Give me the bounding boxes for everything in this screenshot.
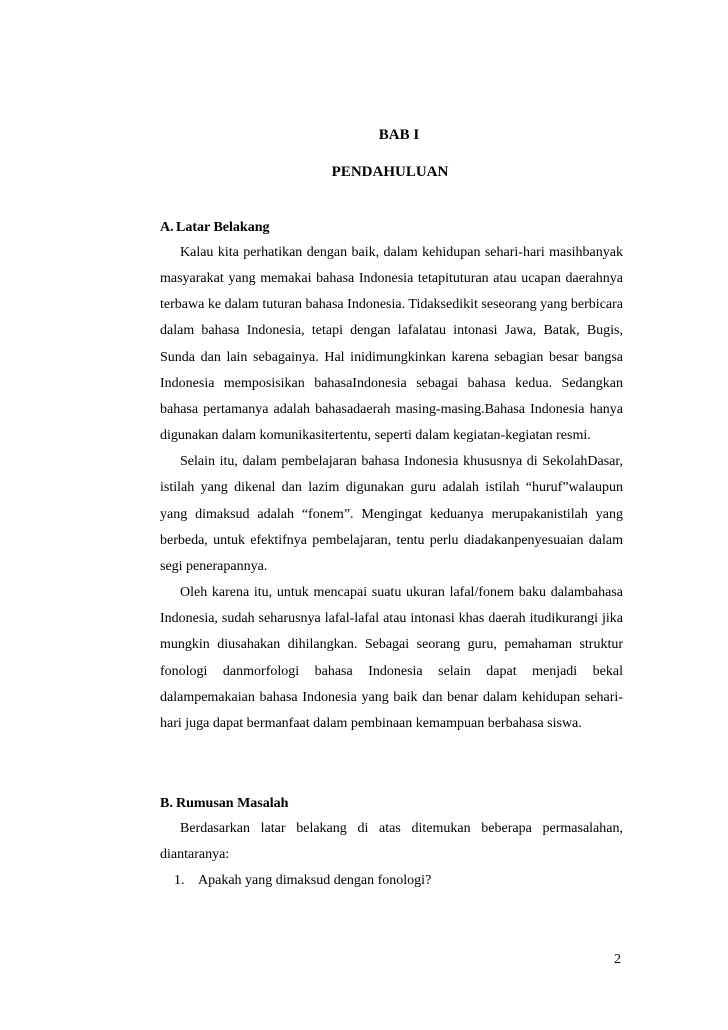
chapter-title: PENDAHULUAN	[331, 164, 449, 180]
paragraph: Oleh karena itu, untuk mencapai suatu ukuran lafal/fonem baku dalambahasa Indonesia, sudah seharusnya lafal-lafal atau intonasi khas daerah itudikurangi jika mungkin diusahakan dihilangkan. Sebagai seorang guru, pemahaman struktur fonologi danmorfologi bahasa Indonesia selain dapat menjadi bekal dalampemakaian bahasa Indonesia yang baik dan benar dalam kehidupan sehari-hari juga dapat bermanfaat dalam pembinaan kemampuan berbahasa siswa.	[160, 585, 623, 731]
paragraph: Kalau kita perhatikan dengan baik, dalam kehidupan sehari-hari masihbanyak masyarakat yang memakai bahasa Indonesia tetapituturan atau ucapan daerahnya terbawa ke dalam tuturan bahasa Indonesia. Tidaksedikit seseorang yang berbicara dalam bahasa Indonesia, tetapi dengan lafalatau intonasi Jawa, Batak, Bugis, Sunda dan lain sebagainya. Hal inidimungkinkan karena sebagian besar bangsa Indonesia memposisikan bahasaIndonesia sebagai bahasa kedua. Sedangkan bahasa pertamanya adalah bahasadaerah masing-masing.Bahasa Indonesia hanya digunakan dalam komunikasitertentu, seperti dalam kegiatan-kegiatan resmi.	[160, 245, 623, 444]
section-title: Latar Belakang	[176, 220, 270, 235]
paragraph: Selain itu, dalam pembelajaran bahasa Indonesia khususnya di SekolahDasar, istilah yang dikenal dan lazim digunakan guru adalah istilah “huruf”walaupun yang dimaksud adalah “fonem”. Mengingat keduanya merupakanistilah yang berbeda, untuk efektifnya pembelajaran, tentu perlu diadakanpenyesuaian dalam segi penerapannya.	[160, 454, 623, 574]
section-title: Rumusan Masalah	[176, 796, 289, 811]
list-item-number: 1.	[174, 873, 185, 889]
section-letter: B.	[160, 796, 173, 811]
paragraph: Berdasarkan latar belakang di atas ditemukan beberapa permasalahan, diantaranya:	[160, 821, 623, 863]
list-item	[160, 868, 623, 894]
section-heading	[160, 795, 623, 812]
section-latar-belakang	[160, 219, 623, 737]
section-rumusan-masalah	[160, 795, 623, 894]
question-list	[160, 868, 623, 894]
section-heading	[160, 219, 623, 236]
page-number: 2	[614, 952, 621, 967]
section-letter: A.	[160, 220, 174, 235]
list-item-text: Apakah yang dimaksud dengan fonologi?	[198, 873, 432, 889]
chapter-number: BAB I	[378, 127, 420, 143]
